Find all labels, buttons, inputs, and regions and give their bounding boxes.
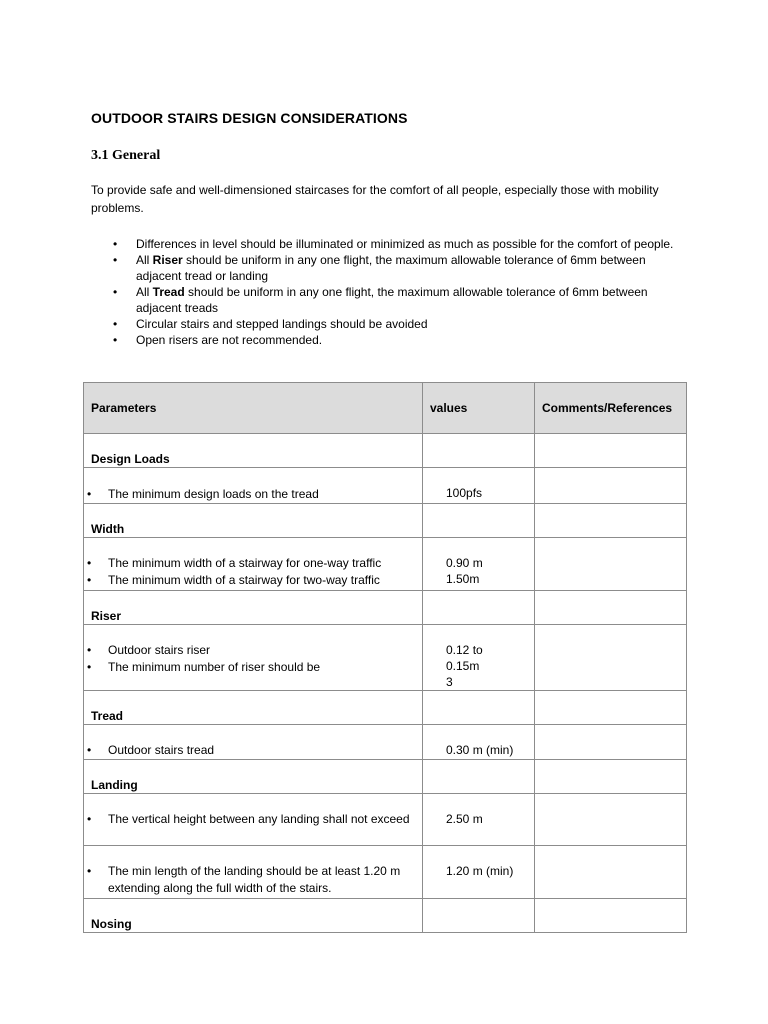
parameter-item: • The minimum width of a stairway for one-way traffic [84, 555, 422, 572]
header-values: values [423, 383, 535, 434]
parameter-item: • Outdoor stairs riser [84, 642, 422, 659]
table-row [84, 434, 687, 468]
parameter-item: • The minimum design loads on the tread [84, 486, 422, 503]
table-row [84, 794, 687, 846]
category-label: Design Loads [91, 452, 170, 466]
table-row [84, 725, 687, 760]
table-row [84, 504, 687, 538]
table-row [84, 691, 687, 725]
value-cell: 0.90 m 1.50m [446, 556, 483, 586]
value-cell: 1.20 m (min) [446, 864, 514, 878]
category-label: Tread [91, 709, 124, 723]
bullet-item: • All Tread should be uniform in any one flight, the maximum allowable tolerance of 6mm between adjacent treads [91, 284, 691, 316]
comment-cell [535, 794, 687, 846]
header-comments: Comments/References [535, 383, 687, 434]
category-label: Landing [91, 778, 138, 792]
parameter-item: • Outdoor stairs tread [84, 742, 422, 759]
comment-cell [535, 468, 687, 504]
value-cell: 100pfs [446, 486, 483, 500]
table-header-row [84, 383, 687, 434]
table-row [84, 760, 687, 794]
bullet-item: • All Riser should be uniform in any one flight, the maximum allowable tolerance of 6mm between adjacent tread or landing [91, 252, 691, 284]
table-row [84, 591, 687, 625]
document-title: OUTDOOR STAIRS DESIGN CONSIDERATIONS [91, 110, 408, 126]
table-row [84, 468, 687, 504]
comment-cell [535, 538, 687, 591]
bullet-item: • Circular stairs and stepped landings should be avoided [91, 316, 691, 332]
comment-cell [535, 725, 687, 760]
comment-cell [535, 625, 687, 691]
table-row [84, 538, 687, 591]
parameter-item: • The vertical height between any landing shall not exceed [84, 811, 422, 828]
parameters-table [83, 382, 687, 933]
category-label: Width [91, 522, 125, 536]
parameter-item: • The minimum width of a stairway for two-way traffic [84, 572, 422, 589]
parameter-item: • The min length of the landing should be at least 1.20 m extending along the full width of the stairs. [84, 863, 422, 897]
value-cell: 0.12 to 0.15m 3 [446, 643, 483, 689]
parameter-item: • The minimum number of riser should be [84, 659, 422, 676]
intro-paragraph: To provide safe and well-dimensioned staircases for the comfort of all people, especially those with mobility problems. [91, 183, 659, 215]
table-row [84, 846, 687, 899]
bullet-item: • Differences in level should be illuminated or minimized as much as possible for the comfort of people. [91, 236, 691, 252]
table-row [84, 899, 687, 933]
comment-cell [535, 846, 687, 899]
value-cell: 2.50 m [446, 812, 483, 826]
table-row [84, 625, 687, 691]
value-cell: 0.30 m (min) [446, 743, 514, 757]
section-heading: 3.1 General [91, 148, 161, 163]
design-bullet-list [91, 236, 691, 348]
bullet-item: • Open risers are not recommended. [91, 332, 691, 348]
category-label: Nosing [91, 917, 132, 931]
header-parameters: Parameters [84, 383, 423, 434]
category-label: Riser [91, 609, 122, 623]
